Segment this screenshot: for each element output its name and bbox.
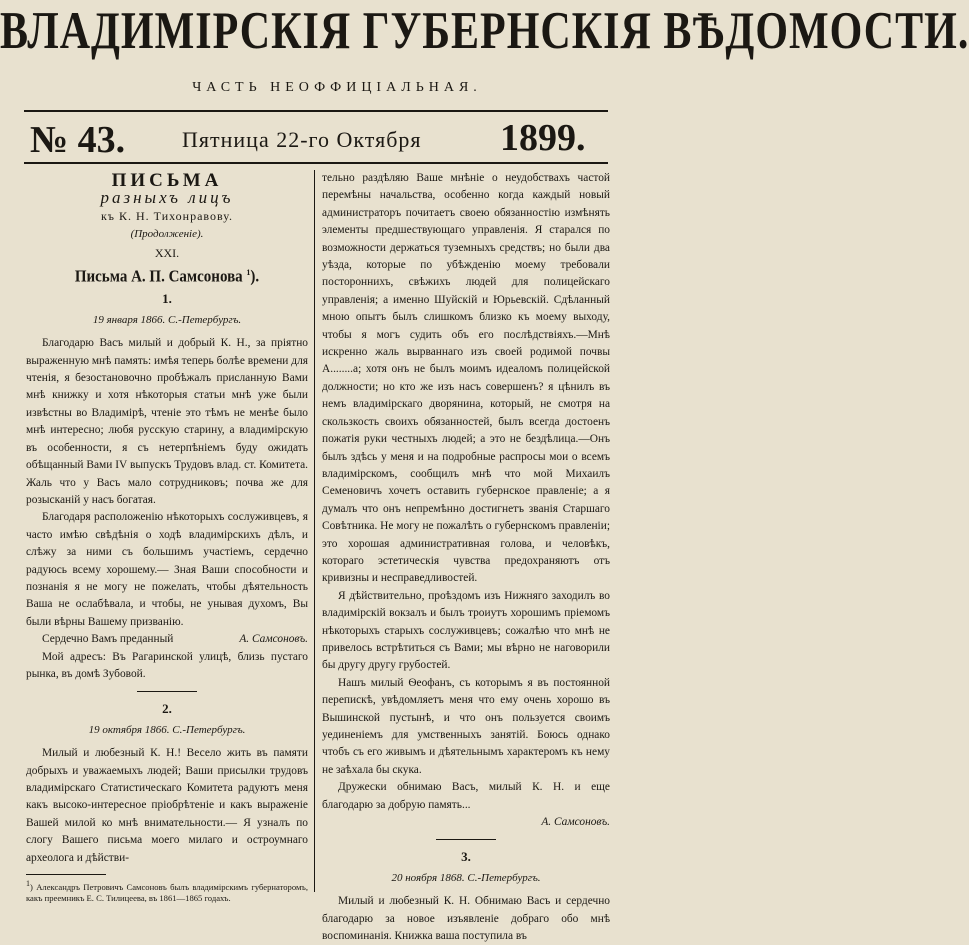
masthead-title: ВЛАДИМІРСКІЯ ГУБЕРНСКІЯ ВѢДОМОСТИ.: [0, 2, 969, 61]
issue-number: № 43.: [30, 119, 126, 161]
issue-date: Пятница 22-го Октября: [182, 127, 422, 152]
article-subtitle: [26, 263, 308, 288]
letter-2-number: 2.: [162, 701, 172, 717]
footnote-text: ) Александръ Петровичъ Самсоновъ былъ владимірскимъ губернаторомъ, какъ преемникъ Е. С. Тилицеева, въ 1861—1865 годахъ.: [26, 881, 308, 903]
letter-1-paragraph-2: Благодаря расположенію нѣкоторыхъ сослуживцевъ, я часто имѣю свѣдѣнія о ходѣ владимірскихъ дѣлъ, и слѣжу за ними съ большимъ участіемъ, сердечно радуюсь всему хорошему.— Зная Ваши способности и познанія я не могу не пожелать, чтобы дѣятельность Ваша не ослабѣвала, и чтобы, не унывая духомъ, Вы были вѣрны Вашему призванію.: [26, 511, 308, 628]
letter-1-paragraph-1: Благодарю Васъ милый и добрый К. Н., за пріятно выраженную мнѣ память: имѣя теперь болѣе времени для чтенія, я безостановочно пробѣжалъ присланную Вами мнѣ книжку и хотя нѣкоторыя статьи мнѣ уже были извѣстны во Владимірѣ, чтеніе это тѣмъ не менѣе было мнѣ интересно; любя русскую старину, а владимірскую въ особенности, я съ нетерпѣніемъ буду ожидать обѣщанный Вами IV выпускъ Трудовъ влад. ст. Комитета. Жаль что у Васъ мало сотрудниковъ; почва же для розысканій у насъ богатая.: [26, 337, 308, 506]
letter-3-number: 3.: [461, 849, 471, 865]
article-recipient: къ К. Н. Тихонравову.: [100, 208, 234, 223]
right-column: [322, 170, 610, 945]
letter-2-dateline: 19 октября 1866. С.-Петербургъ.: [88, 723, 246, 736]
letter-3-paragraph-1: Милый и любезный К. Н. Обнимаю Васъ и сердечно благодарю за новое изъявленіе добраго обо мнѣ воспоминанія. Книжка ваша поступила въ: [322, 895, 610, 943]
article-title: ПИСЬМА: [111, 170, 223, 191]
letter-1-closing: Сердечно Вамъ преданный: [42, 633, 174, 646]
article-subtitle-end: ).: [250, 268, 260, 287]
letter-separator-2: [436, 839, 496, 840]
letter-2-paragraph-1-continued: тельно раздѣляю Ваше мнѣніе о неудобствахъ частой перемѣны начальства, особенно когда каждый новый администраторъ почитаетъ своею обязанностію измѣнять элементы предшествующаго управленія. Я старался по возможности держаться туземныхъ средствъ; но были два уѣзда, которые по убѣжденію моему требовали постороннихъ, свѣжихъ людей для полицейскаго управленія; а именно Шуйскій и Юрьевскій. Сдѣланный мною опытъ былъ слишкомъ близко къ моему выходу, чтобы я могъ судить объ его послѣдствіяхъ.—Мнѣ искренно жаль вырваннаго изъ своей родимой почвы А........а; хотя онъ не былъ моимъ идеаломъ полицейской должности; но кто же изъ насъ совершенъ? я цѣнилъ въ немъ владимірскаго дворянина, который, не смотря на скользкость своихъ обязанностей, былъ всегда достоенъ пожатія руки честныхъ людей; а это не бездѣлица.—Онъ былъ здѣсь у меня и на подробные распросы мои о всемъ владимірскомъ, сообщилъ мнѣ что мой Михаилъ Семеновичъ хочетъ оставить губернское правленіе; а я думалъ что онъ непремѣнно достигнетъ званія Старшаго Совѣтника. Не могу не пожалѣть о губернскомъ правленіи; это хорошая административная голова, и человѣкъ, котораго эстетическія чувства предохраняютъ отъ кривизны и несправедливостей.: [322, 172, 610, 585]
letter-3-dateline: 20 ноября 1868. С.-Петербургъ.: [391, 871, 541, 884]
letter-2-paragraph-3: Нашъ милый Ѳеофанъ, съ которымъ я въ постоянной перепискѣ, увѣдомляетъ меня что ему очень хорошо въ Вышинской пустынѣ, и что онъ пользуется своимъ уединеніемъ для умственныхъ занятій. Боюсь однако чтобъ съ его живымъ и дѣятельнымъ характеромъ къ нему не заѣхала бы скука.: [322, 676, 610, 776]
footnote-ref: 1: [26, 879, 30, 889]
header-rule-bottom: [24, 162, 608, 164]
letter-2-paragraph-1: Милый и любезный К. Н.! Весело жить въ памяти добрыхъ и уважаемыхъ людей; Ваши присылки трудовъ владимірскаго Статистическаго Комитета радуютъ меня какъ высоко-интересное пріобрѣтеніе и какъ выраженіе Вашей милой ко мнѣ внимательности.— Я узналъ по слогу Вашего письма моего милаго и остроумнаго археолога и дѣйстви-: [26, 747, 308, 864]
letter-separator: [137, 691, 197, 692]
article-part: XXI.: [154, 245, 180, 260]
article-subtitle-text: Письма А. П. Самсонова: [74, 268, 243, 287]
footnote-rule: [26, 874, 106, 875]
letter-1-dateline: 19 января 1866. С.-Петербургъ.: [92, 313, 242, 326]
letter-1-closing-line: [26, 631, 308, 648]
article-title-2: разныхъ лицъ: [100, 188, 234, 208]
letter-1-address: Мой адресъ: Въ Рагаринской улицѣ, близь пустаго рынка, въ домѣ Зубовой.: [26, 650, 308, 680]
masthead-subtitle: ЧАСТЬ НЕОФФИЦІАЛЬНАЯ.: [192, 80, 482, 95]
article-continued: (Продолженіе).: [130, 228, 204, 241]
letter-1-number: 1.: [162, 291, 172, 307]
letter-1-signature: А. Самсоновъ.: [239, 633, 308, 646]
column-divider: [314, 170, 315, 892]
footnote-marker: 1: [246, 267, 251, 278]
letter-2-paragraph-2: Я дѣйствительно, проѣздомъ изъ Нижняго заходилъ во владимірскій вокзалъ и былъ троиутъ хорошимъ пріемомъ нѣкоторыхъ старыхъ сослуживцевъ; сожалѣю что мнѣ не привелось встрѣтиться съ Вами; мы вѣрно не наговорили бы другу другу грубостей.: [322, 589, 610, 672]
footnote: [26, 878, 308, 904]
header-rule-top: [24, 110, 608, 112]
letter-2-signature: А. Самсоновъ.: [541, 816, 610, 829]
left-column: [26, 170, 308, 904]
issue-year: 1899.: [500, 117, 586, 159]
letter-2-closing: Дружески обнимаю Васъ, милый К. Н. и еще благодарю за добрую память...: [322, 781, 610, 811]
